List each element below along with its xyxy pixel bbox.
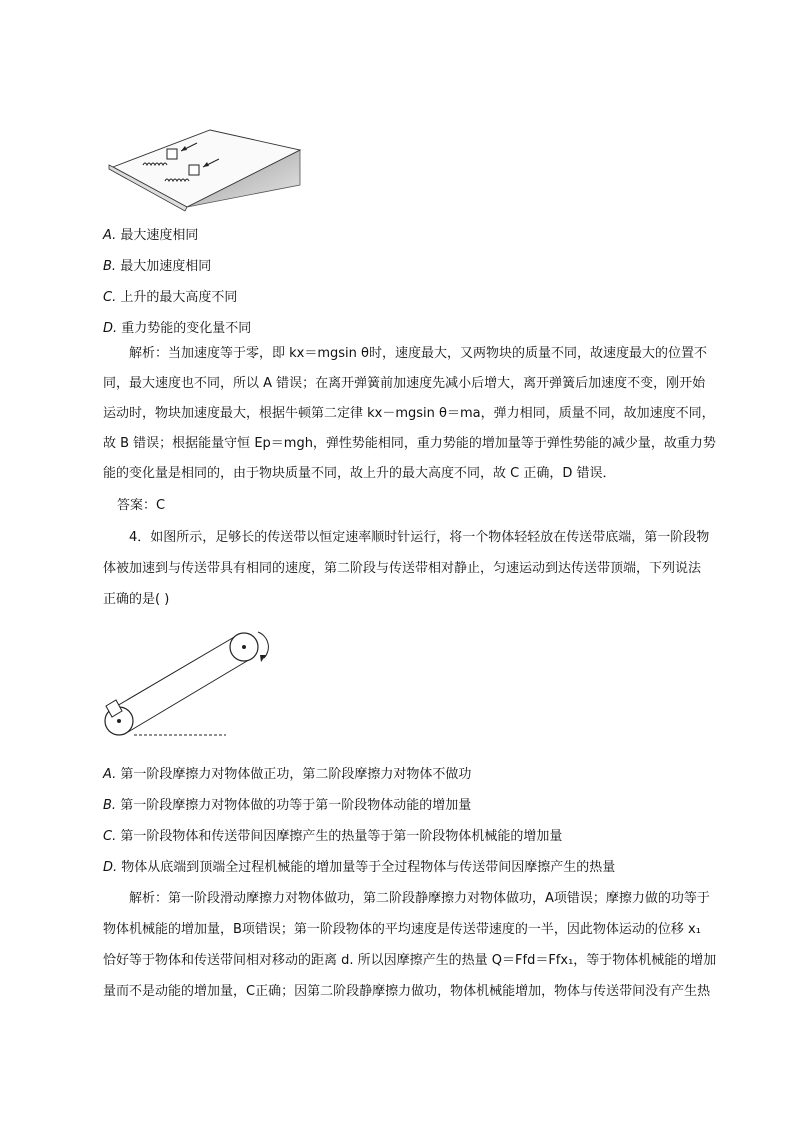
- analysis-line: 能的变化量是相同的，由于物块质量不同，故上升的最大高度不同，故 C 正确，D 错误．: [103, 466, 616, 481]
- option-text: 物体从底端到顶端全过程机械能的增加量等于全过程物体与传送带间因摩擦产生的热量: [121, 860, 616, 875]
- q3-analysis: [103, 339, 723, 489]
- option-text: 第一阶段摩擦力对物体做的功等于第一阶段物体动能的增加量: [120, 798, 472, 813]
- analysis-line: 运动时，物块加速度最大，根据牛顿第二定律 kx－mgsin θ＝ma，弹力相同，质量不同，故加速度不同，: [103, 406, 715, 421]
- option-text: 最大速度相同: [120, 228, 199, 243]
- clockwise-arrow-head: [260, 655, 266, 662]
- analysis-line: 同，最大速度也不同，所以 A 错误；在离开弹簧前加速度先减小后增大，离开弹簧后加速度不变，刚开始: [103, 376, 706, 391]
- belt-lower: [128, 658, 252, 732]
- pulley-bottom-axle: [117, 719, 121, 723]
- stem-line: 正确的是( ): [103, 592, 170, 607]
- stem-line: 体被加速到与传送带具有相同的速度，第二阶段与传送带相对静止，匀速运动到达传送带顶端，下列说法: [103, 561, 702, 576]
- q3-option-a: [103, 226, 198, 246]
- option-letter: A.: [103, 228, 117, 243]
- q4-analysis: [103, 883, 723, 1007]
- q4-option-b: [103, 796, 471, 816]
- option-letter: A.: [103, 767, 117, 782]
- q4-stem: [103, 522, 723, 615]
- q3-option-c: [103, 288, 237, 308]
- stem-line: 4．如图所示，足够长的传送带以恒定速率顺时针运行，将一个物体轻轻放在传送带底端，第一阶段物: [129, 530, 710, 545]
- clockwise-arrow: [258, 632, 268, 658]
- q4-option-a: [103, 765, 471, 785]
- analysis-line: 恰好等于物体和传送带间相对移动的距离 d. 所以因摩擦产生的热量 Q＝Ffd＝Ffx₁，等于物体机械能的增加: [103, 953, 717, 968]
- option-text: 第一阶段物体和传送带间因摩擦产生的热量等于第一阶段物体机械能的增加量: [120, 829, 563, 844]
- q3-option-d: [103, 319, 251, 339]
- block-upper: [167, 149, 177, 159]
- block-lower: [189, 165, 199, 175]
- option-letter: C.: [103, 829, 117, 844]
- option-text: 重力势能的变化量不同: [121, 321, 252, 336]
- q4-option-d: [103, 858, 615, 878]
- option-letter: B.: [103, 798, 117, 813]
- conveyor-belt-figure: [100, 622, 270, 747]
- option-letter: D.: [103, 321, 118, 336]
- analysis-line: 故 B 错误；根据能量守恒 Ep＝mgh，弹性势能相同，重力势能的增加量等于弹性势能的减少量，故重力势: [103, 436, 716, 451]
- option-text: 第一阶段摩擦力对物体做正功，第二阶段摩擦力对物体不做功: [120, 767, 472, 782]
- option-text: 上升的最大高度不同: [120, 290, 238, 305]
- q4-option-c: [103, 827, 562, 847]
- option-letter: D.: [103, 860, 118, 875]
- q3-option-b: [103, 257, 211, 277]
- option-letter: B.: [103, 259, 117, 274]
- q3-answer: 答案：C: [117, 498, 166, 513]
- option-letter: C.: [103, 290, 117, 305]
- analysis-line: 量而不是动能的增加量，C正确；因第二阶段静摩擦力做功，物体机械能增加，物体与传送带间没有产生热: [103, 984, 711, 999]
- option-text: 最大加速度相同: [120, 259, 212, 274]
- belt-upper: [110, 636, 236, 710]
- analysis-line: 解析：第一阶段滑动摩擦力对物体做功，第二阶段静摩擦力对物体做功，A项错误；摩擦力做的功等于: [129, 891, 710, 906]
- analysis-line: 解析：当加速度等于零，即 kx＝mgsin θ时，速度最大，又两物块的质量不同，故速度最大的位置不: [129, 346, 707, 361]
- incline-spring-figure: [105, 125, 305, 215]
- analysis-line: 物体机械能的增加量，B项错误；第一阶段物体的平均速度是传送带速度的一半，因此物体运动的位移 x₁: [103, 922, 701, 937]
- pulley-top-axle: [242, 645, 246, 649]
